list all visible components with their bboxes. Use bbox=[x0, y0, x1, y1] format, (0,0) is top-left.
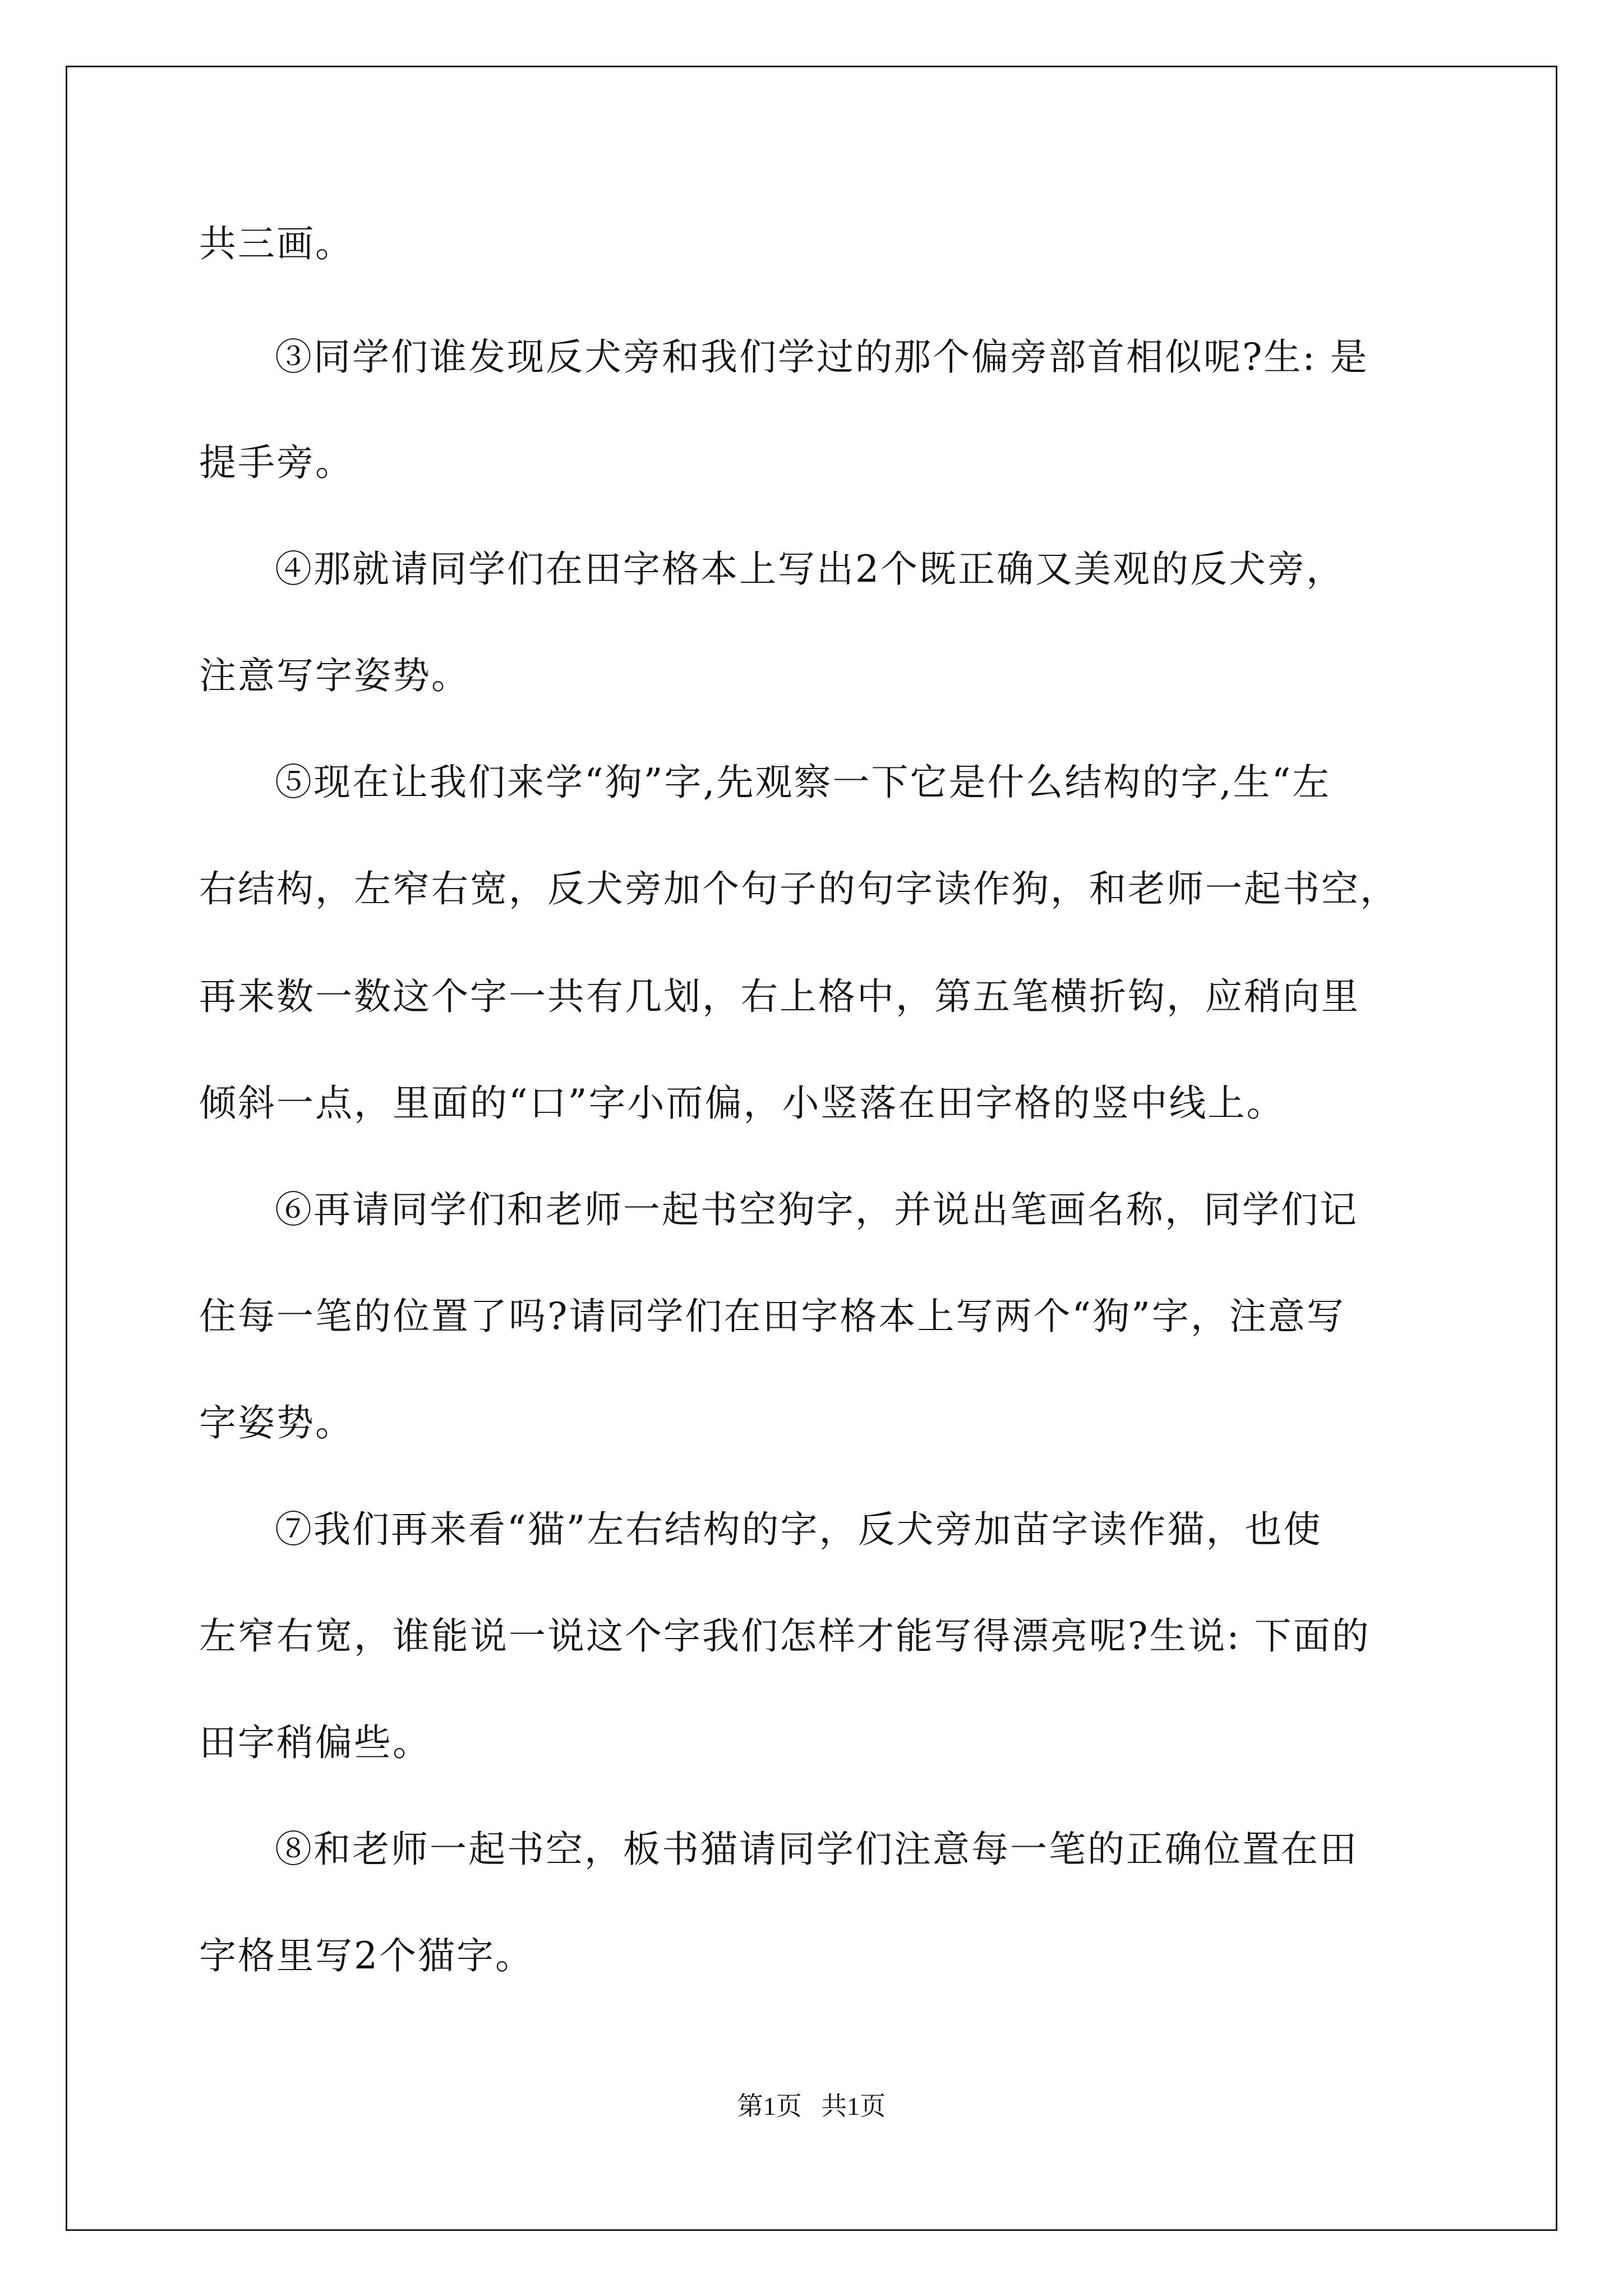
text-line: ⑤现在让我们来学“狗”字,先观察一下它是什么结构的字,生“左 bbox=[275, 761, 1331, 804]
text-line: 右结构，左窄右宽，反犬旁加个句子的句字读作狗，和老师一起书空， bbox=[199, 867, 1399, 910]
page-border bbox=[66, 66, 1557, 2231]
text-line: 注意写字姿势。 bbox=[199, 654, 470, 697]
text-line: 字格里写2个猫字。 bbox=[199, 1934, 534, 1977]
text-line: 左窄右宽，谁能说一说这个字我们怎样才能写得漂亮呢?生说: 下面的 bbox=[199, 1614, 1371, 1658]
text-line: ⑧和老师一起书空，板书猫请同学们注意每一笔的正确位置在田 bbox=[275, 1828, 1358, 1871]
text-line: ③同学们谁发现反犬旁和我们学过的那个偏旁部首相似呢?生: 是 bbox=[275, 335, 1369, 379]
text-line: 住每一笔的位置了吗?请同学们在田字格本上写两个“狗”字，注意写 bbox=[199, 1295, 1345, 1338]
text-line: 提手旁。 bbox=[199, 441, 354, 484]
page-number-footer: 第1页 共1页 bbox=[737, 2092, 886, 2120]
text-line: 田字稍偏些。 bbox=[199, 1721, 431, 1764]
text-line: 再来数一数这个字一共有几划，右上格中，第五笔横折钩，应稍向里 bbox=[199, 975, 1360, 1018]
text-line: 共三画。 bbox=[199, 222, 354, 265]
text-line: 倾斜一点，里面的“口”字小而偏，小竖落在田字格的竖中线上。 bbox=[199, 1082, 1285, 1125]
text-line: ④那就请同学们在田字格本上写出2个既正确又美观的反犬旁， bbox=[275, 547, 1345, 591]
text-line: 字姿势。 bbox=[199, 1401, 354, 1444]
text-line: ⑦我们再来看“猫”左右结构的字，反犬旁加苗字读作猫，也使 bbox=[275, 1508, 1322, 1551]
text-line: ⑥再请同学们和老师一起书空狗字，并说出笔画名称，同学们记 bbox=[275, 1188, 1358, 1231]
